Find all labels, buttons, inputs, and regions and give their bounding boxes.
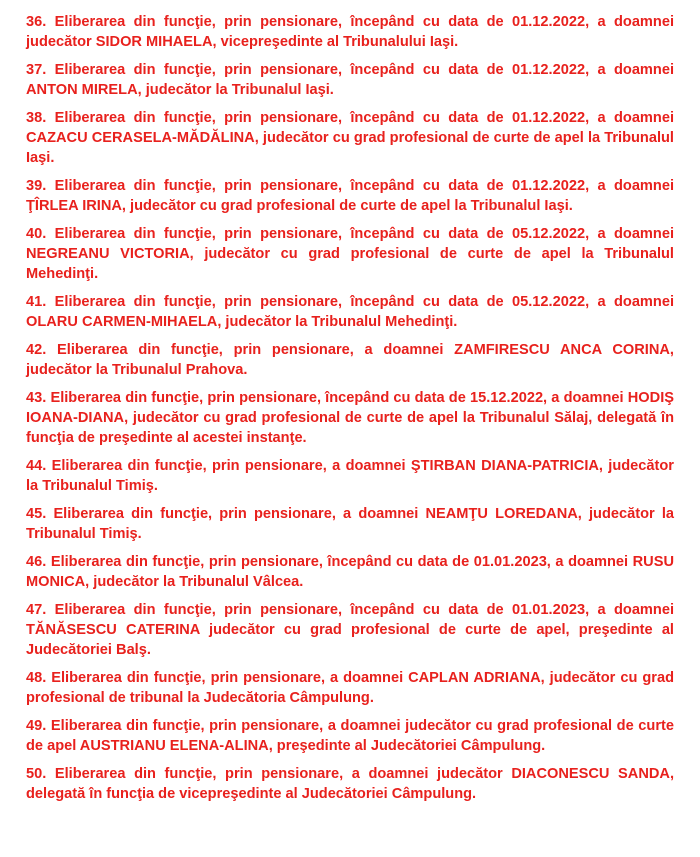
list-item-46: 46. Eliberarea din funcţie, prin pensionare, începând cu data de 01.01.2023, a doamnei RUSU MONICA, judecător la Tribunalul Vâlcea. — [26, 554, 674, 590]
list-item-38: 38. Eliberarea din funcţie, prin pensionare, începând cu data de 01.12.2022, a doamnei CAZACU CERASELA-MĂDĂLINA, judecător cu grad profesional de curte de apel la Tribunalul Iaşi. — [26, 110, 674, 166]
list-item-47: 47. Eliberarea din funcţie, prin pensionare, începând cu data de 01.01.2023, a doamnei TĂNĂSESCU CATERINA judecător cu grad profesional de curte de apel, preşedinte al Judecătoriei Balş. — [26, 602, 674, 658]
list-item-45: 45. Eliberarea din funcţie, prin pensionare, a doamnei NEAMŢU LOREDANA, judecător la Tribunalul Timiş. — [26, 506, 674, 542]
list-item-41: 41. Eliberarea din funcţie, prin pensionare, începând cu data de 05.12.2022, a doamnei OLARU CARMEN-MIHAELA, judecător la Tribunalul Mehedinţi. — [26, 294, 674, 330]
list-item-39: 39. Eliberarea din funcţie, prin pensionare, începând cu data de 01.12.2022, a doamnei ŢÎRLEA IRINA, judecător cu grad profesional de curte de apel la Tribunalul Iaşi. — [26, 178, 674, 214]
list-item-37: 37. Eliberarea din funcţie, prin pensionare, începând cu data de 01.12.2022, a doamnei ANTON MIRELA, judecător la Tribunalul Iaşi. — [26, 62, 674, 98]
list-item-44: 44. Eliberarea din funcţie, prin pensionare, a doamnei ŞTIRBAN DIANA-PATRICIA, judecător la Tribunalul Timiş. — [26, 458, 674, 494]
list-item-43: 43. Eliberarea din funcţie, prin pensionare, începând cu data de 15.12.2022, a doamnei HODIŞ IOANA-DIANA, judecător cu grad profesional de curte de apel la Tribunalul Sălaj, delegată în funcţia de preşedinte al acestei instanţe. — [26, 390, 674, 446]
document-body — [26, 12, 674, 812]
list-item-48: 48. Eliberarea din funcţie, prin pensionare, a doamnei CAPLAN ADRIANA, judecător cu grad profesional de tribunal la Judecătoria Câmpulung. — [26, 670, 674, 706]
list-item-36: 36. Eliberarea din funcţie, prin pensionare, începând cu data de 01.12.2022, a doamnei judecător SIDOR MIHAELA, vicepreşedinte al Tribunalului Iaşi. — [26, 14, 674, 50]
list-item-40: 40. Eliberarea din funcţie, prin pensionare, începând cu data de 05.12.2022, a doamnei NEGREANU VICTORIA, judecător cu grad profesional de curte de apel la Tribunalul Mehedinţi. — [26, 226, 674, 282]
list-item-50: 50. Eliberarea din funcţie, prin pensionare, a doamnei judecător DIACONESCU SANDA, delegată în funcţia de vicepreşedinte al Judecătoriei Câmpulung. — [26, 766, 674, 802]
list-item-49: 49. Eliberarea din funcţie, prin pensionare, a doamnei judecător cu grad profesional de curte de apel AUSTRIANU ELENA-ALINA, preşedinte al Judecătoriei Câmpulung. — [26, 718, 674, 754]
list-item-42: 42. Eliberarea din funcţie, prin pensionare, a doamnei ZAMFIRESCU ANCA CORINA, judecător la Tribunalul Prahova. — [26, 342, 674, 378]
